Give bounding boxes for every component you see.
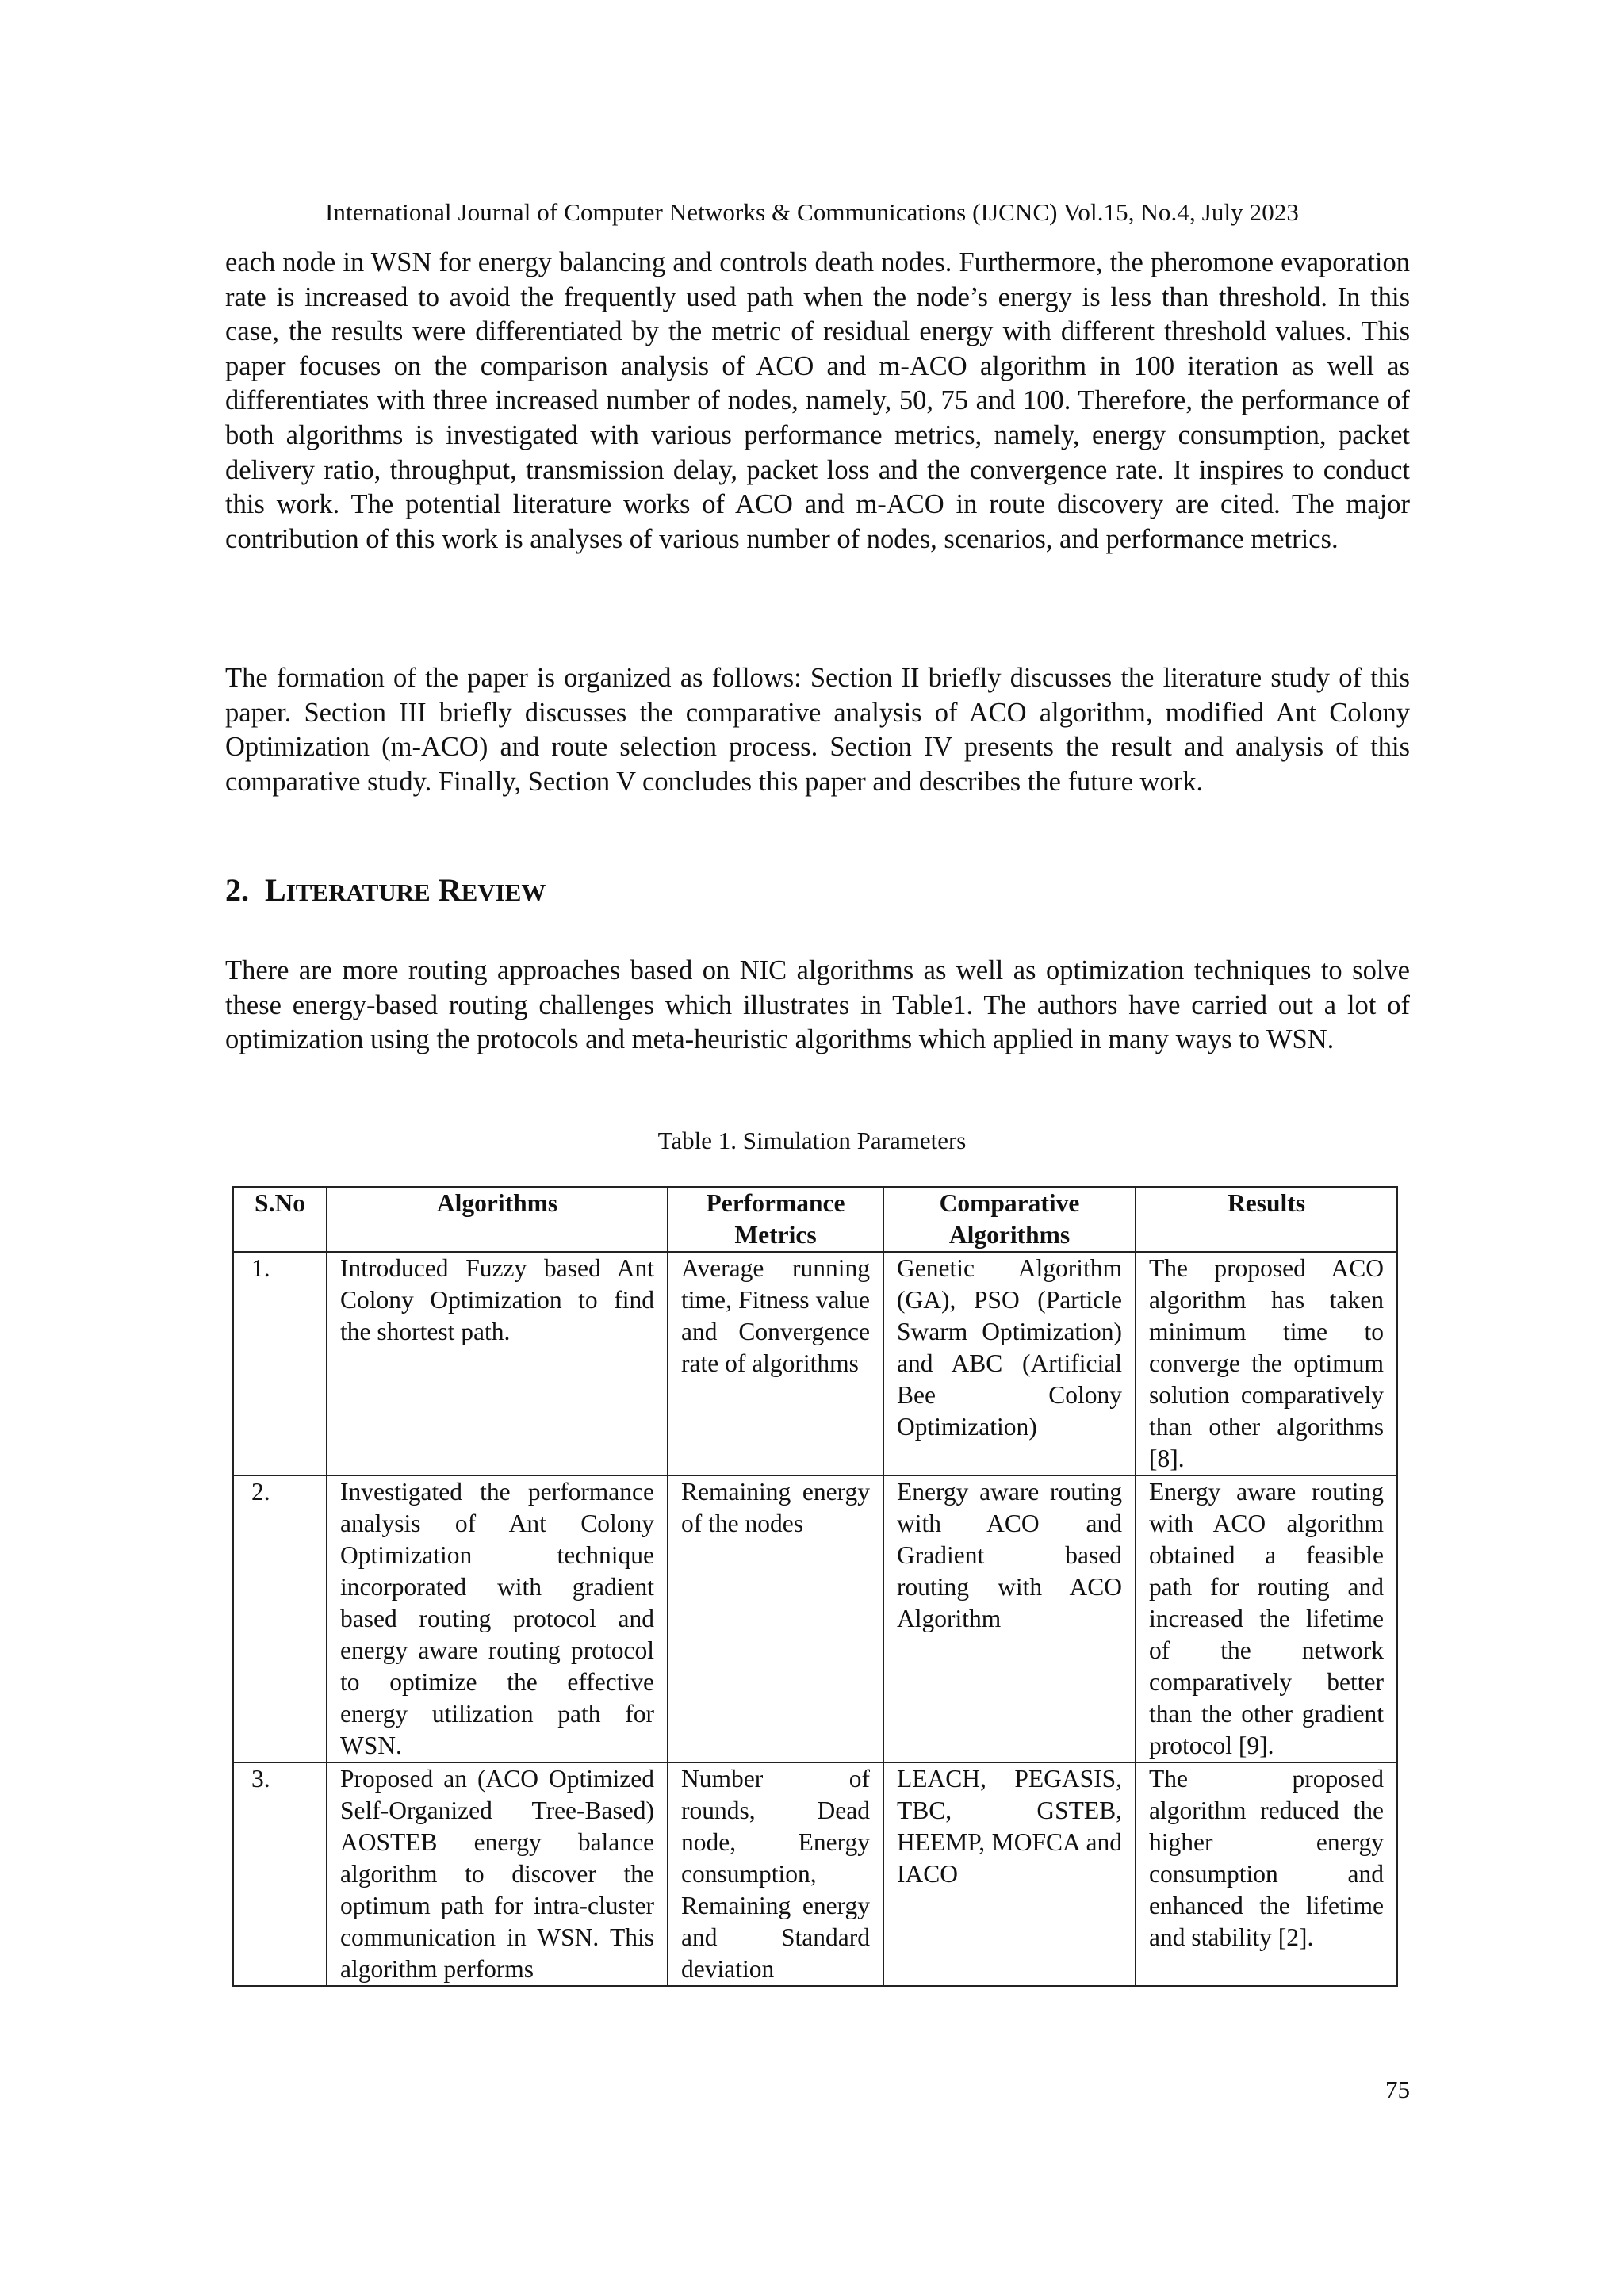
cell-sno: 3. [233, 1762, 327, 1986]
header-performance-metrics: Performance Metrics [668, 1187, 883, 1252]
cell-results: Energy aware routing with ACO algorithm obtained a feasible path for routing and increased the lifetime of the network comparatively better than the other gradient protocol [9]. [1136, 1475, 1397, 1762]
table-header-row [233, 1187, 1397, 1252]
cell-comparative: Energy aware routing with ACO and Gradient based routing with ACO Algorithm [883, 1475, 1136, 1762]
cell-algorithms: Proposed an (ACO Optimized Self-Organized Tree-Based) AOSTEB energy balance algorithm to discover the optimum path for intra-cluster communication in WSN. This algorithm performs [327, 1762, 668, 1986]
cell-results: The proposed algorithm reduced the higher energy consumption and enhanced the lifetime and stability [2]. [1136, 1762, 1397, 1986]
paragraph-organization: The formation of the paper is organized as follows: Section II briefly discusses the literature study of this paper. Section III briefly discusses the comparative analysis of ACO algorithm, modified Ant Colony Optimization (m-ACO) and route selection process. Section IV presents the result and analysis of this comparative study. Finally, Section V concludes this paper and describes the future work. [225, 663, 1410, 797]
header-algorithms: Algorithms [327, 1187, 668, 1252]
header-comparative-algorithms: Comparative Algorithms [883, 1187, 1136, 1252]
cell-comparative: Genetic Algorithm (GA), PSO (Particle Swarm Optimization) and ABC (Artificial Bee Colony Optimization) [883, 1252, 1136, 1475]
page-number: 75 [1385, 2076, 1410, 2103]
cell-metrics: Remaining energy of the nodes [668, 1475, 883, 1762]
running-header: International Journal of Computer Networks & Communications (IJCNC) Vol.15, No.4, July 2023 [324, 198, 1300, 226]
literature-table [232, 1186, 1398, 1987]
section-heading-literature-review [225, 871, 546, 913]
table-row [233, 1475, 1397, 1762]
cell-sno: 2. [233, 1475, 327, 1762]
cell-metrics: Number of rounds, Dead node, Energy consumption, Remaining energy and Standard deviation [668, 1762, 883, 1986]
table-row [233, 1252, 1397, 1475]
cell-sno: 1. [233, 1252, 327, 1475]
section-title-word-2: REVIEW [438, 872, 546, 908]
cell-algorithms: Introduced Fuzzy based Ant Colony Optimization to find the shortest path. [327, 1252, 668, 1475]
section-title-word-1: LITERATURE [265, 872, 431, 908]
table-caption: Table 1. Simulation Parameters [657, 1127, 967, 1154]
header-sno: S.No [233, 1187, 327, 1252]
cell-results: The proposed ACO algorithm has taken minimum time to converge the optimum solution comparatively than other algorithms [8]. [1136, 1252, 1397, 1475]
cell-algorithms: Investigated the performance analysis of Ant Colony Optimization technique incorporated with gradient based routing protocol and energy aware routing protocol to optimize the effective energy utilization path for WSN. [327, 1475, 668, 1762]
cell-comparative: LEACH, PEGASIS, TBC, GSTEB, HEEMP, MOFCA and IACO [883, 1762, 1136, 1986]
section-number: 2. [225, 872, 249, 908]
header-results: Results [1136, 1187, 1397, 1252]
paragraph-intro-continued: each node in WSN for energy balancing and controls death nodes. Furthermore, the pheromone evaporation rate is increased to avoid the frequently used path when the node’s energy is less than threshold. In this case, the results were differentiated by the metric of residual energy with different threshold values. This paper focuses on the comparison analysis of ACO and m-ACO algorithm in 100 iteration as well as differentiates with three increased number of nodes, namely, 50, 75 and 100. Therefore, the performance of both algorithms is investigated with various performance metrics, namely, energy consumption, packet delivery ratio, throughput, transmission delay, packet loss and the convergence rate. It inspires to conduct this work. The potential literature works of ACO and m-ACO in route discovery are cited. The major contribution of this work is analyses of various number of nodes, scenarios, and performance metrics. [225, 247, 1410, 554]
table-row [233, 1762, 1397, 1986]
paragraph-literature-intro: There are more routing approaches based on NIC algorithms as well as optimization techniques to solve these energy-based routing challenges which illustrates in Table1. The authors have carried out a lot of optimization using the protocols and meta-heuristic algorithms which applied in many ways to WSN. [225, 955, 1410, 1055]
cell-metrics: Average running time, Fitness value and Convergence rate of algorithms [668, 1252, 883, 1475]
